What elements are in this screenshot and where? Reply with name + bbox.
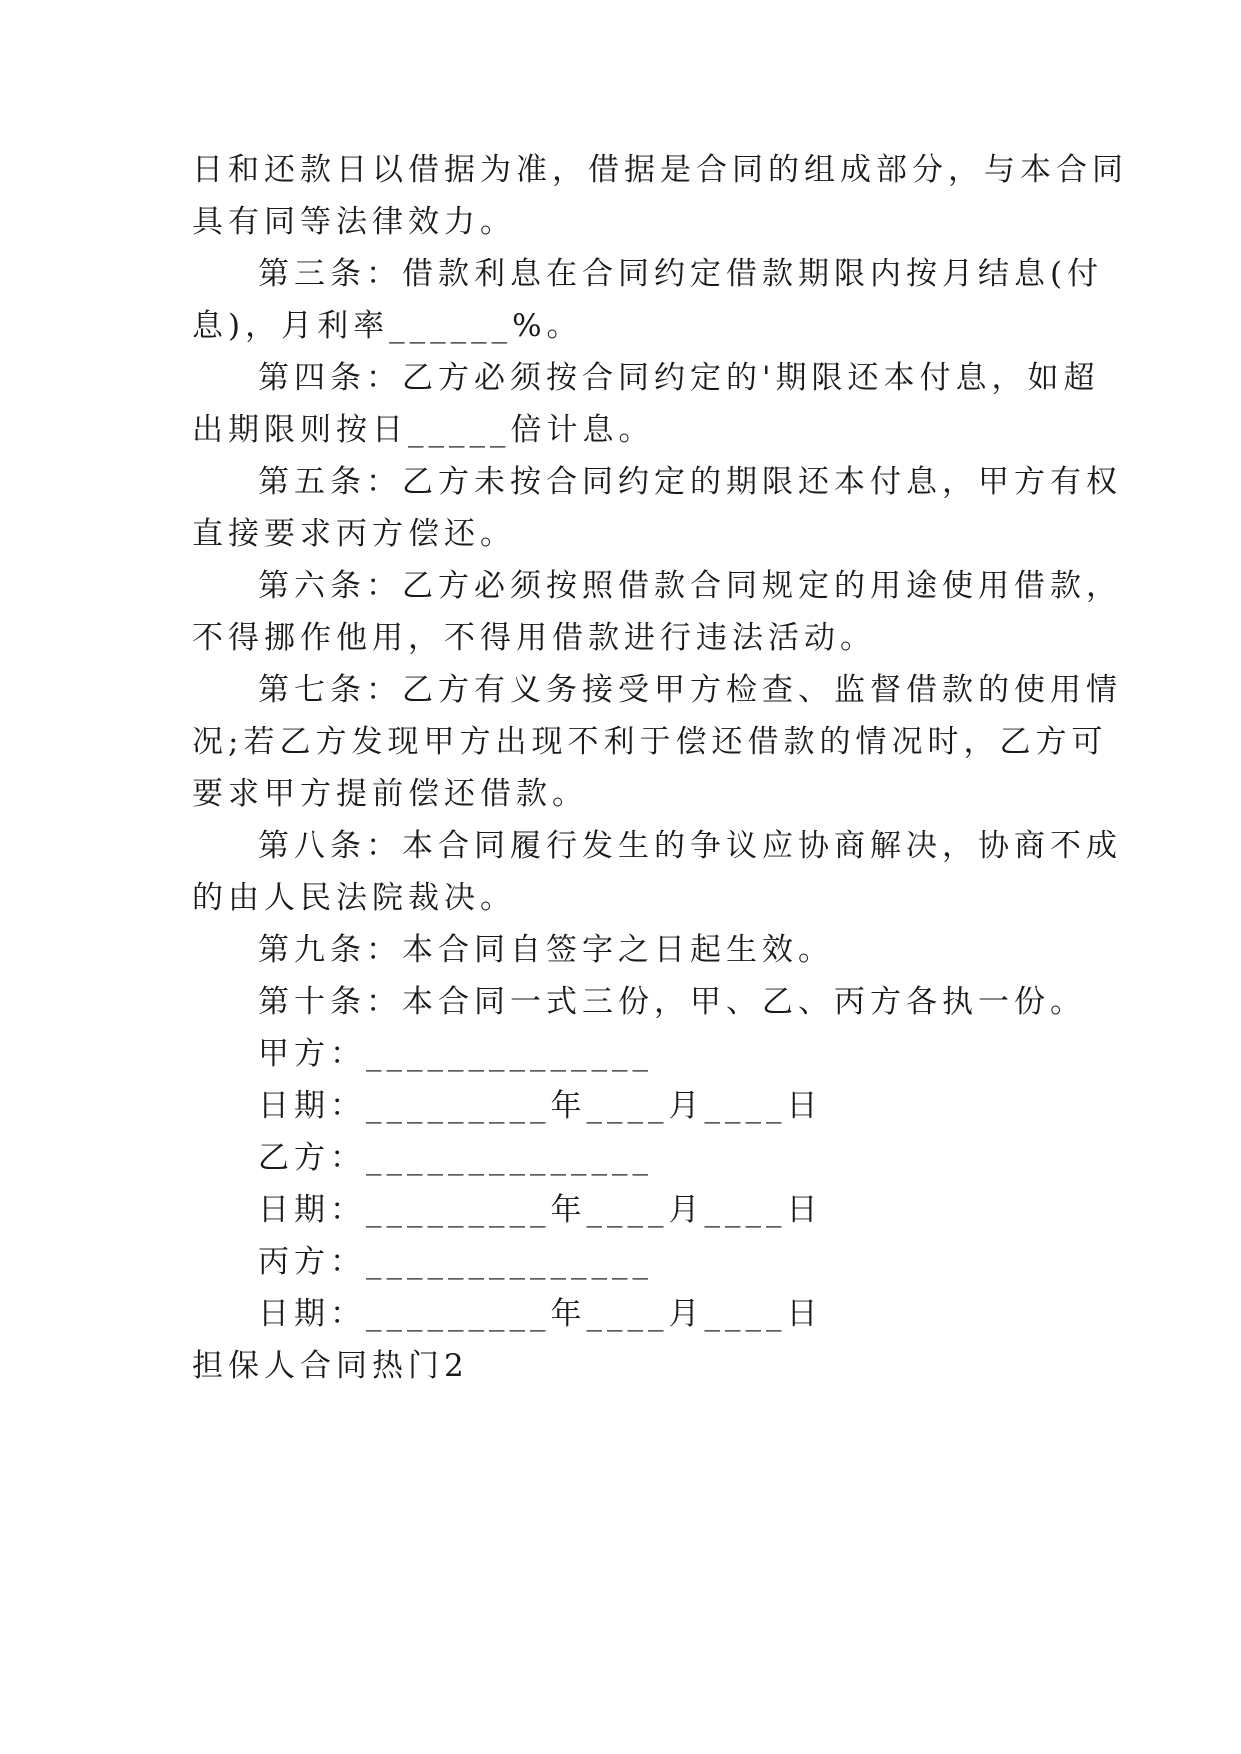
text-line: 息)，月利率______%。 — [192, 308, 583, 344]
clause-4-line: 第四条：乙方必须按合同约定的'期限还本付息，如超 — [258, 360, 1100, 396]
party-a-date: 日期：_________年____月____日 — [258, 1088, 823, 1124]
party-b-date: 日期：_________年____月____日 — [258, 1192, 823, 1228]
clause-10-line: 第十条：本合同一式三份，甲、乙、丙方各执一份。 — [258, 984, 1086, 1020]
section-title: 担保人合同热门2 — [192, 1348, 469, 1384]
clause-7-line: 第七条：乙方有义务接受甲方检查、监督借款的使用情 — [258, 672, 1122, 708]
text-line: 况;若乙方发现甲方出现不利于偿还借款的情况时，乙方可 — [192, 724, 1108, 760]
party-b-signature: 乙方：______________ — [258, 1140, 653, 1176]
clause-9-line: 第九条：本合同自签字之日起生效。 — [258, 932, 834, 968]
text-line: 的由人民法院裁决。 — [192, 880, 516, 916]
clause-3-line: 第三条：借款利息在合同约定借款期限内按月结息(付 — [258, 256, 1104, 292]
party-a-signature: 甲方：______________ — [258, 1036, 653, 1072]
text-line: 具有同等法律效力。 — [192, 204, 516, 240]
party-c-date: 日期：_________年____月____日 — [258, 1296, 823, 1332]
text-line: 出期限则按日_____倍计息。 — [192, 412, 655, 448]
text-line: 日和还款日以借据为准，借据是合同的组成部分，与本合同 — [192, 152, 1128, 188]
text-line: 不得挪作他用，不得用借款进行违法活动。 — [192, 620, 876, 656]
clause-5-line: 第五条：乙方未按合同约定的期限还本付息，甲方有权 — [258, 464, 1122, 500]
party-c-signature: 丙方：______________ — [258, 1244, 653, 1280]
clause-8-line: 第八条：本合同履行发生的争议应协商解决，协商不成 — [258, 828, 1122, 864]
text-line: 要求甲方提前偿还借款。 — [192, 776, 588, 812]
text-line: 直接要求丙方偿还。 — [192, 516, 516, 552]
clause-6-line: 第六条：乙方必须按照借款合同规定的用途使用借款， — [258, 568, 1122, 604]
